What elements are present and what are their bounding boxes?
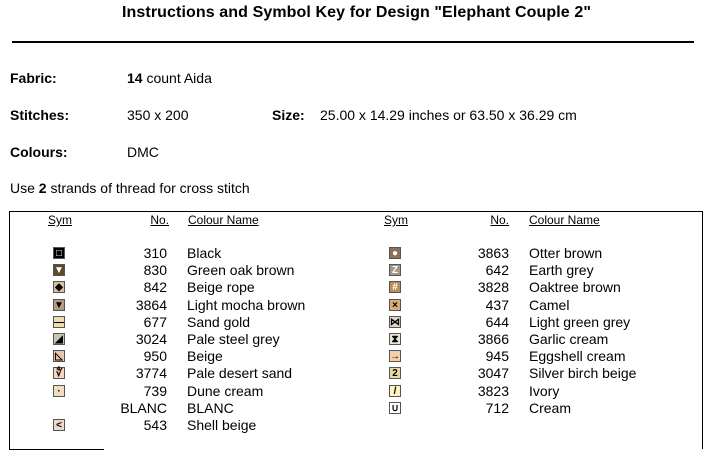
colour-name: Silver birch beige [529,365,637,382]
colour-name: Camel [529,296,570,313]
dmc-number: 644 [485,313,509,330]
colour-name: Eggshell cream [529,348,626,365]
size-value: 25.00 x 14.29 inches or 63.50 x 36.29 cm [320,107,577,123]
dmc-number: 543 [143,417,167,433]
symbol-swatch: ● [389,247,401,259]
colours-line [10,144,610,162]
colour-name: Pale desert sand [187,365,293,382]
right-header-no: No. [490,213,509,227]
dmc-number: 3864 [135,296,167,313]
key-row [0,245,713,262]
symbol-swatch: ⋈ [390,316,400,328]
symbol-swatch: ∜ [53,367,65,379]
symbol-swatch: Z [389,264,401,276]
fabric-line [10,70,610,88]
colour-name: Green oak brown [187,262,295,279]
dmc-number: 642 [485,262,509,279]
strands-suffix: strands of thread for cross stitch [50,180,250,196]
dmc-number: 437 [485,296,509,313]
dmc-number: 739 [143,382,167,399]
dmc-number: 677 [143,313,167,330]
symbol-swatch: · [53,385,65,397]
key-row [0,383,713,400]
dmc-number: 310 [143,245,167,261]
colour-name: Pale steel grey [187,331,280,347]
dmc-number: 3823 [477,382,509,399]
symbol-swatch: ◺ [53,350,65,362]
dmc-number: 712 [485,399,509,416]
symbol-swatch: × [389,299,401,311]
colour-name: Light mocha brown [187,296,306,313]
dmc-number: 950 [143,348,167,365]
colour-name: Ivory [529,382,560,399]
dmc-number: 3024 [135,331,167,347]
symbol-swatch: — [54,316,64,328]
symbol-swatch: 2 [389,367,401,379]
fabric-count: 14 [127,70,143,86]
key-row [0,417,713,434]
symbol-swatch: ▼ [54,299,64,311]
right-header-sym: Sym [384,213,408,227]
fabric-label: Fabric: [10,70,57,86]
symbol-swatch: / [389,385,401,397]
colour-name: Garlic cream [529,331,609,347]
colour-name: Light green grey [529,313,631,330]
left-header-no: No. [150,213,169,227]
symbol-key-box-bottom [9,449,104,450]
dmc-number: 830 [143,262,167,279]
fabric-value [127,70,212,86]
strands-count: 2 [38,180,47,196]
strands-instruction [10,180,250,196]
symbol-swatch: ⧗ [389,333,401,345]
colour-name: Cream [529,399,572,416]
symbol-swatch: ◢ [53,333,65,345]
colour-name: Earth grey [529,262,594,279]
key-row [0,348,713,365]
strands-prefix: Use [10,180,35,196]
key-row [0,297,713,314]
symbol-swatch: < [53,419,65,431]
right-header-name: Colour Name [529,213,600,227]
dmc-number: 3866 [477,331,509,347]
size-label: Size: [272,107,305,123]
key-row [0,262,713,279]
symbol-swatch: □ [53,247,65,259]
colours-value: DMC [127,144,159,160]
dmc-number: 3863 [477,245,509,261]
colour-name: Shell beige [187,417,257,433]
colour-name: Sand gold [187,313,251,330]
left-header-sym: Sym [48,213,72,227]
colours-label: Colours: [10,144,68,160]
colour-name: BLANC [187,399,234,416]
stitches-value: 350 x 200 [127,107,189,123]
key-row [0,365,713,382]
stitches-label: Stitches: [10,107,70,123]
symbol-swatch: ◆ [53,281,65,293]
dmc-number: 3774 [135,365,167,382]
document-title: Instructions and Symbol Key for Design "Elephant Couple 2" [121,4,592,21]
key-row [0,314,713,331]
symbol-swatch: → [390,351,400,363]
key-row [0,331,713,348]
dmc-number: 3828 [477,279,509,296]
symbol-swatch: ∪ [389,402,401,414]
colour-name: Beige [187,348,223,365]
symbol-swatch: ▼ [54,265,64,277]
dmc-number: BLANC [120,399,167,416]
colour-name: Dune cream [187,382,264,399]
key-row [0,400,713,417]
stitches-line [10,107,700,125]
colour-name: Otter brown [529,245,603,261]
title-divider [12,41,694,43]
fabric-type: count Aida [146,70,212,86]
colour-name: Black [187,245,222,261]
left-header-name: Colour Name [188,213,259,227]
colour-name: Oaktree brown [529,279,621,296]
colour-name: Beige rope [187,279,255,296]
dmc-number: 842 [143,279,167,296]
key-row [0,279,713,296]
symbol-swatch: # [389,281,401,293]
dmc-number: 945 [485,348,509,365]
dmc-number: 3047 [477,365,509,382]
